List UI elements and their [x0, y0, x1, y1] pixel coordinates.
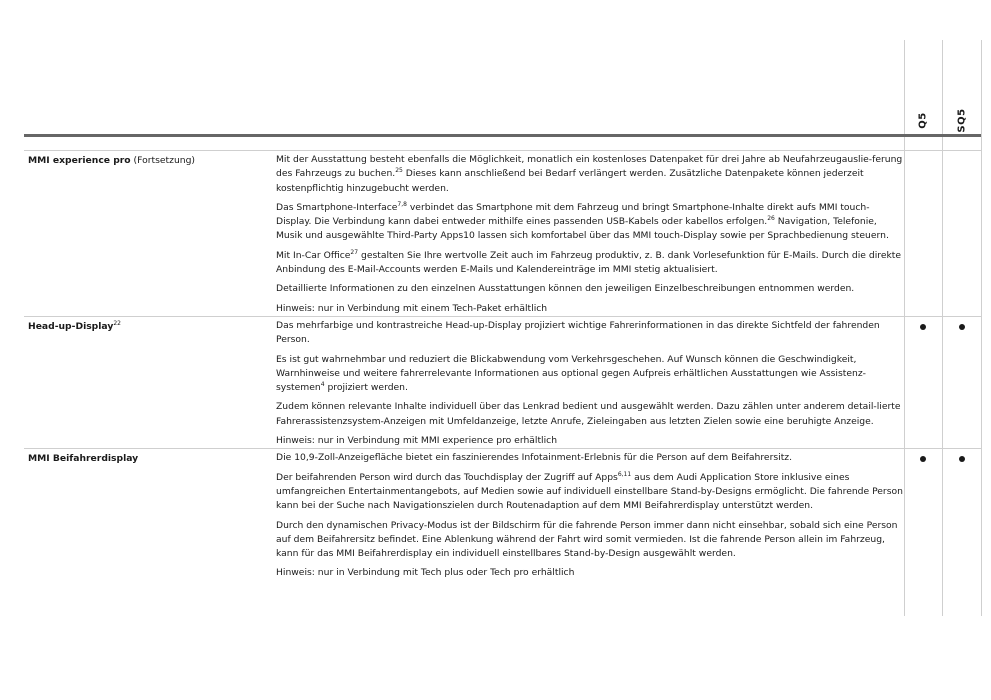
description-paragraph: Mit der Ausstattung besteht ebenfalls die Möglichkeit, monatlich ein kostenloses Datenpaket für drei Jahre ab Neufahrzeugauslie-ferung des Fahrzeugs zu buchen.$^{25}$ Dieses kann anschließend bei Bedarf verlängert werden. Zusätzliche Datenpakete können jederzeit kostenpflichtig hinzugebucht werden.: [276, 154, 903, 194]
standard-equipment-dot-q5: [920, 324, 926, 330]
standard-equipment-dot-sq5: [959, 324, 965, 330]
feature-name: MMI experience pro (Fortsetzung): [28, 155, 196, 166]
description-paragraph: Es ist gut wahrnehmbar und reduziert die Blickabwendung vom Verkehrsgeschehen. Auf Wunsch können die Geschwindigkeit, Warnhinweise und weitere fahrerrelevante Informationen aus optional gegen Aufpreis erhältlichen Ausstattungen wie Assistenz-systemen$^4$ projiziert werden.: [276, 353, 866, 394]
description-paragraph: Der beifahrenden Person wird durch das Touchdisplay der Zugriff auf Apps$^{6,11}$ aus dem Audi Application Store inklusive eines umfangreichen Entertainmentangebots, auf Medien sowie auf individuell einstellbare Stand-by-Designs ermöglicht. Die fahrende Person kann bei der Suche nach Navigationszielen durch Routenadaption auf dem MMI Beifahrerdisplay unterstützt werden.: [276, 470, 903, 512]
description-paragraph: Hinweis: nur in Verbindung mit MMI experience pro erhältlich: [276, 435, 558, 447]
standard-equipment-dot-q5: [920, 456, 926, 462]
feature-description: [276, 449, 904, 580]
description-paragraph: Mit In-Car Office$^{27}$ gestalten Sie Ihre wertvolle Zeit auch im Fahrzeug produktiv, z. B. dank Vorlesefunktion für E-Mails. Durch die direkte Anbindung des E-Mail-Accounts werden E-Mails und Kalendereinträge im MMI stetig aktualisiert.: [276, 248, 902, 276]
table-row: [24, 316, 981, 448]
table-row: [24, 150, 981, 316]
description-paragraph: Die 10,9-Zoll-Anzeigefläche bietet ein faszinierendes Infotainment-Erlebnis für die Person auf dem Beifahrersitz.: [276, 452, 793, 464]
description-paragraph: Zudem können relevante Inhalte individuell über das Lenkrad bedient und ausgewählt werden. Dazu zählen unter anderem detail-lierte Fahrerassistenzsystem-Anzeigen mit Umfeldanzeige, letzte Anrufe, Zieleingaben aus letzten Zielen sowie eine beruhigte Anzeige.: [276, 401, 901, 427]
column-header-q5: Q5: [917, 112, 929, 129]
equipment-table: [24, 150, 981, 581]
column-divider: [981, 40, 982, 616]
description-paragraph: Durch den dynamischen Privacy-Modus ist der Bildschirm für die fahrende Person immer dann nicht einsehbar, sobald sich eine Person auf dem Beifahrersitz befindet. Eine Ablenkung während der Fahrt wird somit vermieden. Ist die fahrende Person allein im Fahrzeug, kann für das MMI Beifahrerdisplay ein individuell einstellbares Stand-by-Design ausgewählt werden.: [276, 519, 898, 560]
feature-description: [276, 317, 904, 448]
header-rule: [24, 134, 981, 137]
feature-name: Head-up-Display$^{22}$: [28, 319, 121, 332]
feature-description: [276, 151, 904, 316]
description-paragraph: Hinweis: nur in Verbindung mit einem Tech-Paket erhältlich: [276, 302, 548, 314]
column-header-sq5: SQ5: [956, 108, 968, 133]
standard-equipment-dot-sq5: [959, 456, 965, 462]
description-paragraph: Hinweis: nur in Verbindung mit Tech plus oder Tech pro erhältlich: [276, 567, 575, 579]
description-paragraph: Das mehrfarbige und kontrastreiche Head-up-Display projiziert wichtige Fahrerinformationen in das direkte Sichtfeld der fahrenden Person.: [276, 319, 880, 346]
description-paragraph: Detaillierte Informationen zu den einzelnen Ausstattungen können den jeweiligen Einzelbeschreibungen entnommen werden.: [276, 283, 855, 295]
description-paragraph: Das Smartphone-Interface$^{7,8}$ verbindet das Smartphone mit dem Fahrzeug und bringt Smartphone-Inhalte direkt aufs MMI touch-Display. Die Verbindung kann dabei entweder mithilfe eines passenden USB-Kabels oder kabellos erfolgen.$^{26}$ Navigation, Telefonie, Musik und ausgewählte Third-Party Apps10 lassen sich komfortabel über das MMI touch-Display sowie per Sprachbedienung steuern.: [276, 200, 889, 242]
table-row: [24, 448, 981, 580]
feature-name: MMI Beifahrerdisplay: [28, 453, 139, 465]
